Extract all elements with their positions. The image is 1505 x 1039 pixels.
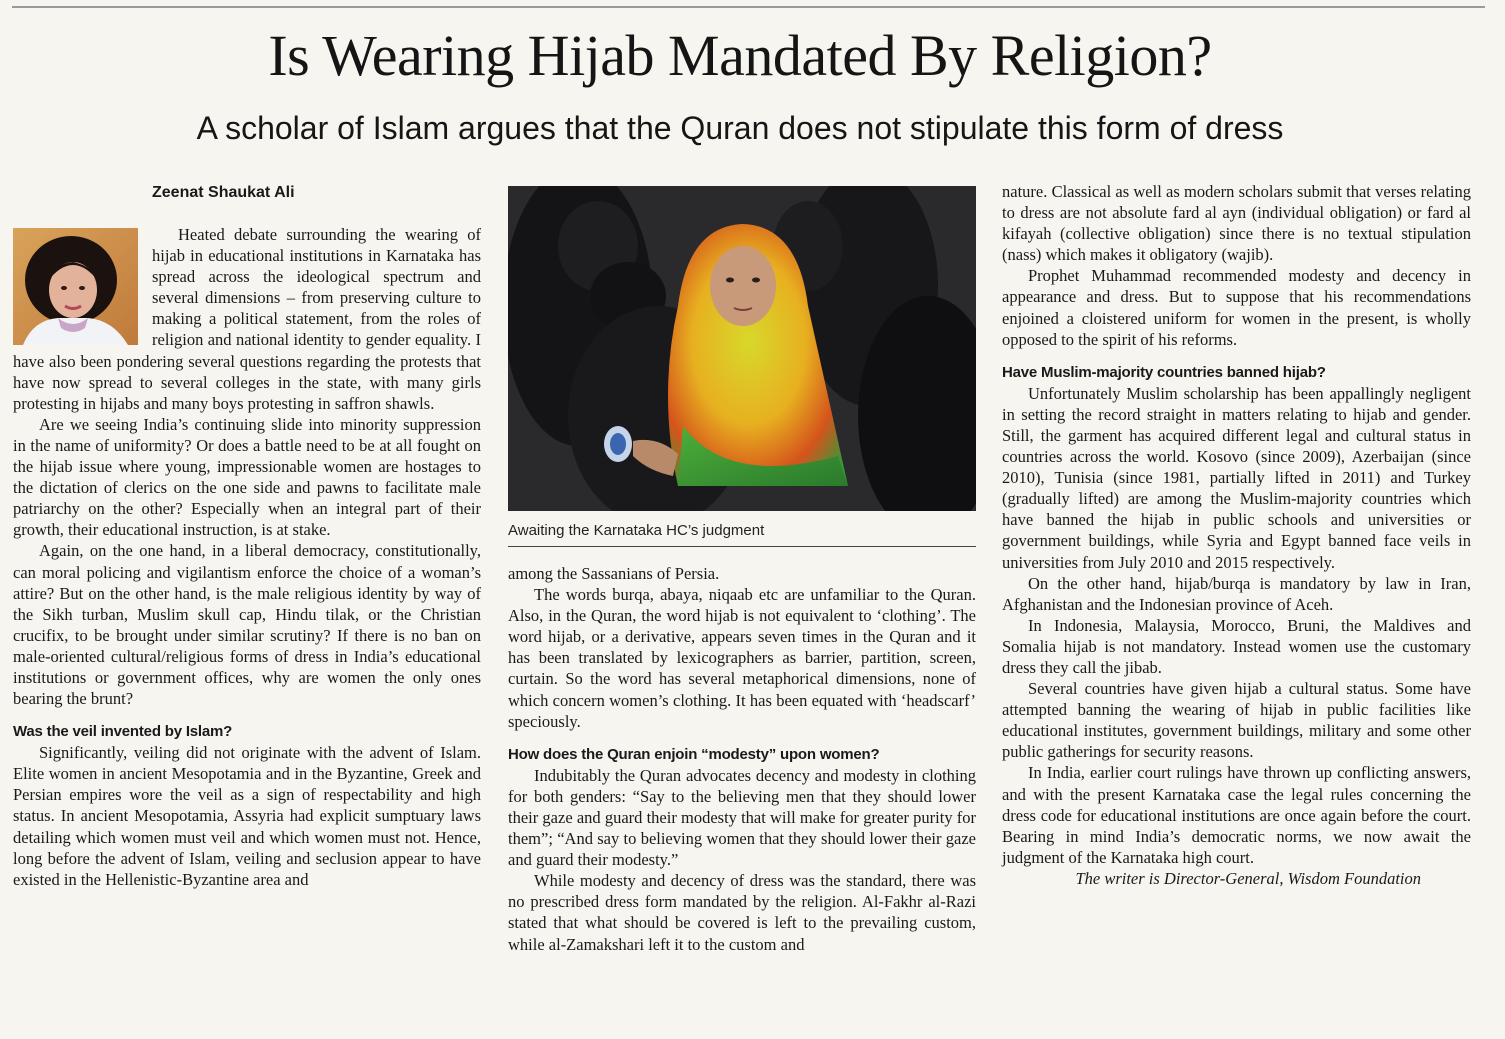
- paragraph: Unfortunately Muslim scholarship has been appallingly negligent in setting the record straight in matters relating to hijab and gender. Still, the garment has acquired different legal and cultural status in countries across the world. Kosovo (since 2009), Azerbaijan (since 2010), Tunisia (since 1981, partially lifted in 2011) and Turkey (gradually lifted) are among the Muslim-majority countries which have banned the hijab in public schools and universities or government buildings, while Syria and Egypt banned face veils in universities from July 2010 and 2015 respectively.: [1002, 383, 1471, 572]
- author-photo: [13, 228, 138, 345]
- article-column-3: [1002, 181, 1471, 889]
- paragraph: On the other hand, hijab/burqa is mandatory by law in Iran, Afghanistan and the Indonesian province of Aceh.: [1002, 573, 1471, 614]
- subheadline: A scholar of Islam argues that the Quran does not stipulate this form of dress: [196, 110, 1284, 146]
- author-credit: The writer is Director-General, Wisdom Foundation: [1075, 868, 1421, 888]
- photo-caption: Awaiting the Karnataka HC’s judgment: [508, 522, 765, 539]
- byline: Zeenat Shaukat Ali: [152, 184, 295, 201]
- paragraph: In India, earlier court rulings have thrown up conflicting answers, and with the present Karnataka case the legal rules concerning the dress code for educational institutions are once again before the court. Bearing in mind India’s democratic norms, we now await the judgment of the Karnataka high court.: [1002, 763, 1471, 867]
- paragraph: Heated debate surrounding the wearing of hijab in educational institutions in Karnataka has spread across the ideological spectrum and several dimensions – from preserving culture to making a political statement, from the roles of religion and national identity to gender equality. I have also been pondering several questions regarding the protests that have now spread to several colleges in the state, with many girls protesting in hijabs and many boys protesting in saffron shawls.: [13, 225, 481, 413]
- news-photo: [508, 186, 976, 511]
- paragraph: The words burqa, abaya, niqaab etc are unfamiliar to the Quran. Also, in the Quran, the word hijab is not equivalent to ‘clothing’. The word hijab, or a derivative, appears seven times in the Quran and it has been translated by lexicographers as barrier, partition, screen, curtain. So the word has several metaphorical dimensions, none of which concern women’s clothing. It has been equated with ‘headscarf’ speciously.: [508, 585, 976, 731]
- section-heading: How does the Quran enjoin “modesty” upon women?: [508, 745, 880, 763]
- headline: Is Wearing Hijab Mandated By Religion?: [268, 23, 1212, 88]
- paragraph: among the Sassanians of Persia.: [508, 564, 720, 583]
- paragraph: Several countries have given hijab a cultural status. Some have attempted banning the wearing of hijab in public facilities like educational institutes, government buildings, military and some other public gatherings for security reasons.: [1002, 679, 1471, 762]
- paragraph: Are we seeing India’s continuing slide into minority suppression in the name of uniformity? Or does a battle need to be at all fought on the hijab issue where young, impressionable women are hostages to the dictation of clerics on the one side and pawns to facilitate male patriarchy on the other? Especially when an integral part of their growth, their educational instruction, is at stake.: [13, 414, 481, 540]
- article-column-2: [508, 563, 976, 955]
- top-rule: [12, 6, 1485, 8]
- paragraph: Prophet Muhammad recommended modesty and decency in appearance and dress. But to suppose that his recommendations enjoined a cloistered uniform for women in the present, is wholly opposed to the spirit of his reforms.: [1002, 266, 1471, 349]
- paragraph: In Indonesia, Malaysia, Morocco, Bruni, the Maldives and Somalia hijab is not mandatory. Instead women use the customary dress they call the jibab.: [1002, 615, 1471, 677]
- caption-rule: [508, 546, 976, 547]
- paragraph: Again, on the one hand, in a liberal democracy, constitutionally, can moral policing and vigilantism enforce the choice of a woman’s attire? But on the other hand, is the male religious identity by way of the Sikh turban, Muslim skull cap, Hindu tilak, or the Christian crucifix, to be brought under similar scrutiny? If there is no ban on male-oriented cultural/religious forms of dress in India’s educational institutions or government offices, why are women the only ones bearing the brunt?: [13, 541, 481, 709]
- paragraph: Indubitably the Quran advocates decency and modesty in clothing for both genders: “Say to the believing men that they should lower their gaze and guard their modesty that will make for greater purity for them”; “And say to believing women that they should lower their gaze and guard their modesty.”: [508, 765, 976, 870]
- paragraph: Significantly, veiling did not originate with the advent of Islam. Elite women in ancient Mesopotamia and in the Byzantine, Greek and Persian empires wore the veil as a sign of respectability and high status. In ancient Mesopotamia, Assyria had explicit sumptuary laws detailing which women must veil and which women must not. Hence, long before the advent of Islam, veiling and seclusion appear to have existed in the Hellenistic-Byzantine area and: [13, 743, 481, 889]
- section-heading: Have Muslim-majority countries banned hijab?: [1002, 363, 1326, 381]
- paragraph: nature. Classical as well as modern scholars submit that verses relating to dress are not absolute fard al ayn (individual obligation) or fard al kifayah (collective obligation) since there is no textual stipulation (nass) which makes it obligatory (wajib).: [1002, 182, 1471, 265]
- article-column-1: [13, 224, 481, 890]
- section-heading: Was the veil invented by Islam?: [13, 723, 233, 741]
- paragraph: While modesty and decency of dress was the standard, there was no prescribed dress form mandated by the religion. Al-Fakhr al-Razi stated that what should be covered is left to the prevailing custom, while al-Zamakshari left it to the custom and: [508, 871, 976, 954]
